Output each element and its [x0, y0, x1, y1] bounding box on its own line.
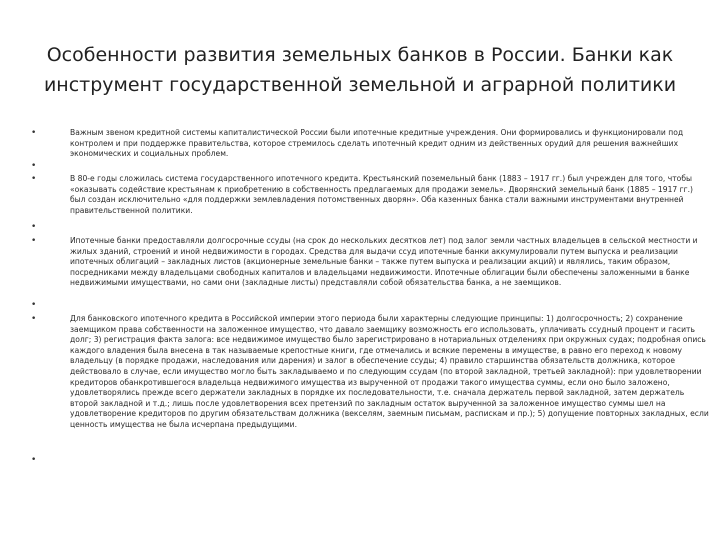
paragraph-mortgage-principles: Для банковского ипотечного кредита в Российской империи этого периода были характерны следующие принципы: 1) долгосрочность; 2) сохранение заемщиком права собственности на заложенное имущество, что давало заемщику возможность его использовать, уплачивать ссудный процент и гасить долг; 3) регистрация факта залога: все недвижимое имущество было зарегистрировано в нотариальных отделениях при окружных судах; подробная опись каждого владения была внесена в так называемые крепостные книги, где отмечались и всякие перемены в имуществе, в равно его переход к новому владельцу (в порядке продажи, наследования или дарения) и залог в обеспечение ссуды; 4) правило старшинства обязательств должника, которое действовало в случае, если имущество могло быть закладываемо и по следующим ссудам (по второй закладной, третьей закладной): при удовлетворении кредиторов обанкротившегося владельца недвижимого имущества из вырученной от продажи такого имущества суммы, если оно было заложено, удовлетворялись прежде всего держатели закладных в порядке их последовательности, т.е. сначала держатель первой закладной, затем держатель второй закладной и т.д.; лишь после удовлетворения всех претензий по закладным остаток вырученной за заложенное имущество суммы шел на удовлетворение кредиторов по другим обязательствам должника (векселям, заемным письмам, распискам и пр.); 5) допущение повторных закладных, если ценность имущества не была исчерпана предыдущими.	[70, 314, 709, 429]
paragraph-mortgage-institutions: Важным звеном кредитной системы капиталистической России были ипотечные кредитные учреждения. Они формировались и функционировали под контролем и при поддержке правительства, которое стремилось сделать ипотечный кредит одним из действенных орудий для решения важнейших экономических и социальных проблем.	[70, 128, 684, 159]
bullet-marker: •	[31, 300, 37, 310]
paragraph-state-mortgage-system: В 80-е годы сложилась система государственного ипотечного кредита. Крестьянский поземельный банк (1883 – 1917 гг.) был учрежден для того, чтобы «оказывать содействие крестьянам к приобретению в собственность предлагаемых для продажи земель». Дворянский земельный банк (1885 – 1917 гг.) был создан исключительно «для поддержки землевладения потомственных дворян». Оба казенных банка стали важными инструментами внутренней правительственной политики.	[70, 174, 694, 215]
paragraph-mortgage-banks-loans: Ипотечные банки предоставляли долгосрочные ссуды (на срок до нескольких десятков лет) под залог земли частных владельцев в сельской местности и жилых зданий, строений и иной недвижимости в городах. Средства для выдачи ссуд ипотечные банки аккумулировали путем выпуска и реализации ипотечных облигаций – закладных листов (акционерные земельные банки – также путем выпуска и реализации акций) и являлись, таким образом, посредниками между владельцами свободных капиталов и владельцами недвижимости. Ипотечные облигации были обеспечены заложенными в банке недвижимыми имуществами, но сами они (закладные листы) представляли собой обязательства банка, а не заемщиков.	[70, 236, 698, 288]
bullet-marker: •	[31, 236, 37, 246]
bullet-marker: •	[31, 161, 37, 171]
slide-title: Особенности развития земельных банков в России. Банки как инструмент государственной земельной и аграрной политики	[43, 44, 677, 96]
bullet-marker: •	[31, 128, 37, 138]
bullet-marker: •	[31, 314, 37, 324]
bullet-marker: •	[31, 455, 37, 465]
bullet-marker: •	[31, 174, 37, 184]
bullet-marker: •	[31, 222, 37, 232]
